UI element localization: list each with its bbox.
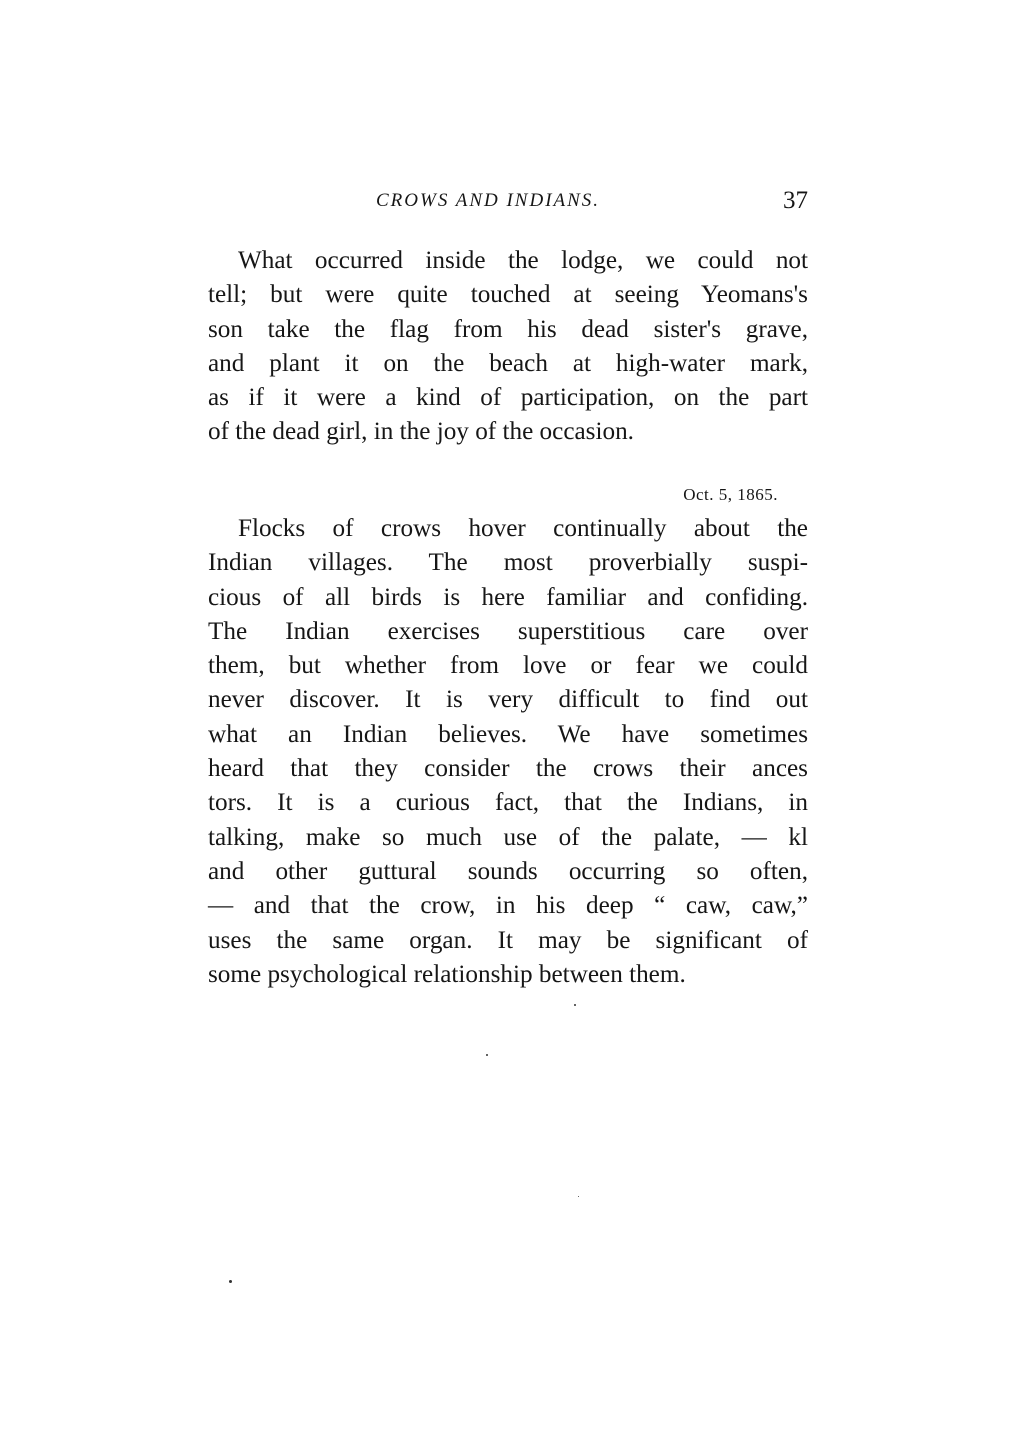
text-line: talking, make so much use of the palate, — kl — [208, 823, 808, 851]
text-line: tors. It is a curious fact, that the Indians, in — [208, 789, 808, 817]
scan-speck — [486, 1054, 488, 1056]
text-line: some psychological relationship between them. — [208, 960, 686, 988]
running-header — [208, 186, 808, 216]
text-line: and plant it on the beach at high-water mark, — [208, 349, 808, 377]
text-line: uses the same organ. It may be significant of — [208, 926, 808, 954]
text-line: What occurred inside the lodge, we could not — [238, 247, 808, 274]
text-line: heard that they consider the crows their ances — [208, 755, 808, 783]
text-line: son take the flag from his dead sister's grave, — [208, 315, 808, 343]
scan-speck — [578, 1196, 579, 1197]
running-title: CROWS AND INDIANS. — [376, 190, 601, 211]
text-line: of the dead girl, in the joy of the occasion. — [208, 418, 634, 446]
text-line: what an Indian believes. We have sometimes — [208, 720, 808, 748]
text-line: and other guttural sounds occurring so often, — [208, 857, 808, 885]
text-line: cious of all birds is here familiar and confiding. — [208, 583, 808, 611]
page-number: 37 — [783, 187, 808, 214]
scan-speck — [574, 1004, 576, 1006]
text-line: — and that the crow, in his deep “ caw, caw,” — [208, 892, 808, 920]
text-line: Flocks of crows hover continually about the — [238, 515, 808, 542]
text-line: as if it were a kind of participation, on the part — [208, 384, 808, 412]
dateline: Oct. 5, 1865. — [683, 485, 778, 504]
paragraph-crows — [208, 512, 808, 992]
text-line: The Indian exercises superstitious care over — [208, 617, 808, 645]
text-line: tell; but were quite touched at seeing Yeomans's — [208, 281, 808, 309]
text-line: them, but whether from love or fear we could — [208, 652, 808, 680]
text-line: Indian villages. The most proverbially suspi- — [208, 549, 808, 577]
paragraph-lodge — [208, 244, 808, 450]
scan-speck — [229, 1280, 232, 1283]
text-line: never discover. It is very difficult to find out — [208, 686, 808, 714]
